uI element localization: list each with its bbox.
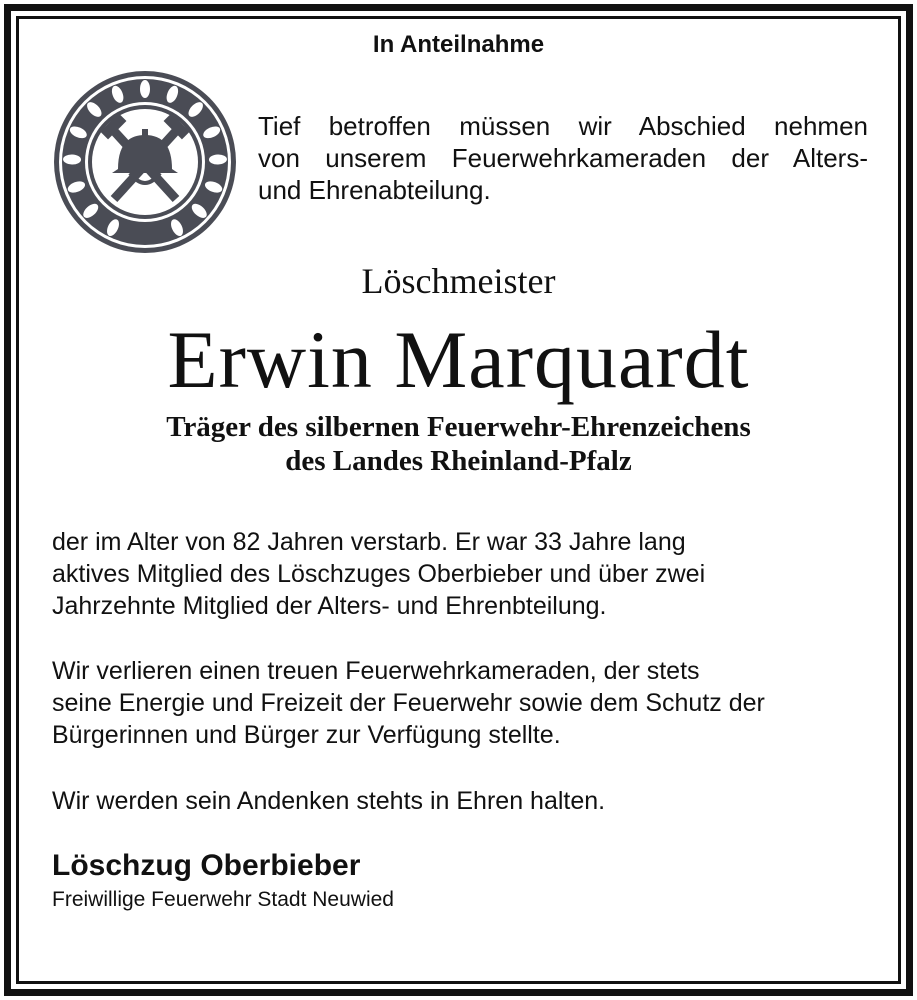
body-line: aktives Mitglied des Löschzuges Oberbieber und über zwei bbox=[52, 560, 706, 588]
header-title: In Anteilnahme bbox=[372, 31, 545, 58]
honor-text bbox=[0, 410, 917, 478]
body-line: Wir verlieren einen treuen Feuerwehrkameraden, der stets bbox=[52, 657, 700, 685]
paragraph-tribute bbox=[52, 655, 870, 751]
signature-organization: Freiwillige Feuerwehr Stadt Neuwied bbox=[52, 888, 394, 911]
intro-line: Tief betroffen müssen wir Abschied nehmen bbox=[258, 111, 868, 141]
paragraph-tenure bbox=[52, 526, 870, 622]
body-line: seine Energie und Freizeit der Feuerwehr sowie dem Schutz der bbox=[52, 689, 765, 717]
body-line: der im Alter von 82 Jahren verstarb. Er war 33 Jahre lang bbox=[52, 528, 686, 556]
honor-line: Träger des silbernen Feuerwehr-Ehrenzeichens bbox=[166, 411, 751, 443]
signature-name: Löschzug Oberbieber bbox=[52, 849, 361, 882]
body-line: Wir werden sein Andenken stehts in Ehren halten. bbox=[52, 787, 606, 815]
paragraph-memory bbox=[52, 785, 870, 817]
body-line: Jahrzehnte Mitglied der Alters- und Ehrenbteilung. bbox=[52, 592, 607, 620]
rank-title: Löschmeister bbox=[361, 261, 556, 301]
deceased-name: Erwin Marquardt bbox=[167, 314, 750, 405]
intro-text bbox=[258, 110, 868, 206]
fire-brigade-emblem-icon bbox=[52, 69, 238, 255]
intro-line: von unserem Feuerwehrkameraden der Alters- bbox=[258, 143, 868, 173]
body-line: Bürgerinnen und Bürger zur Verfügung stellte. bbox=[52, 721, 561, 749]
honor-line: des Landes Rheinland-Pfalz bbox=[285, 445, 632, 477]
intro-line: und Ehrenabteilung. bbox=[258, 175, 491, 205]
